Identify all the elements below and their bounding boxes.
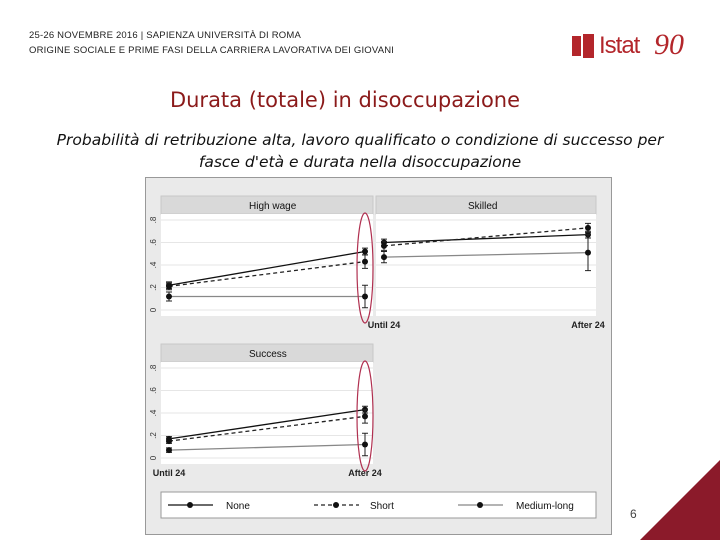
legend-box — [161, 492, 596, 518]
data-point — [362, 249, 368, 255]
y-tick-label: .2 — [149, 432, 158, 439]
y-tick-label: .4 — [149, 409, 158, 417]
y-tick-label: .2 — [149, 284, 158, 291]
data-point — [381, 254, 387, 260]
panel-high-wage — [149, 196, 373, 323]
panel-title: Skilled — [468, 201, 498, 212]
corner-triangle — [640, 460, 720, 540]
chart-canvas — [146, 178, 611, 534]
y-tick-label: .8 — [149, 216, 158, 224]
data-point — [362, 259, 368, 265]
logo-wordmark: Istat — [599, 32, 640, 59]
y-tick-label: .4 — [149, 261, 158, 269]
x-tick-label: Until 24 — [152, 468, 186, 478]
data-point — [381, 243, 387, 249]
panel-skilled — [368, 196, 605, 330]
y-tick-label: 0 — [149, 455, 158, 461]
legend-marker — [187, 502, 193, 508]
header-date-line: 25-26 NOVEMBRE 2016 | SAPIENZA UNIVERSITÀ DI ROMA — [29, 30, 302, 41]
data-point — [585, 225, 591, 231]
data-point — [166, 438, 172, 444]
panel-title: Success — [249, 349, 287, 360]
slide-subtitle-line1: Probabilità di retribuzione alta, lavoro qualificato o condizione di successo per — [56, 131, 664, 149]
chart-figure — [145, 177, 612, 535]
page-number: 6 — [630, 507, 637, 521]
y-tick-label: .8 — [149, 364, 158, 372]
logo-mark-right — [583, 34, 594, 58]
y-tick-label: .6 — [149, 387, 158, 394]
data-point — [166, 283, 172, 289]
data-point — [362, 442, 368, 448]
corner-decoration — [630, 460, 720, 540]
legend-marker — [477, 502, 483, 508]
logo-anniversary-number: 90 — [654, 28, 684, 61]
legend-label: Short — [370, 501, 394, 512]
istat-logo — [572, 28, 692, 68]
header-topic-line: ORIGINE SOCIALE E PRIME FASI DELLA CARRIERA LAVORATIVA DEI GIOVANI — [29, 45, 395, 56]
legend-label: None — [226, 501, 250, 512]
data-point — [166, 294, 172, 300]
data-point — [362, 294, 368, 300]
data-point — [585, 250, 591, 256]
x-tick-label: Until 24 — [367, 320, 401, 330]
x-tick-label: After 24 — [571, 320, 605, 330]
legend-marker — [333, 502, 339, 508]
panel-success — [149, 344, 382, 478]
slide-subtitle — [30, 129, 690, 173]
data-point — [166, 447, 172, 453]
slide-subtitle-line2: fasce d'età e durata nella disoccupazione — [198, 153, 522, 171]
y-tick-label: .6 — [149, 239, 158, 246]
panel-title: High wage — [249, 201, 297, 212]
y-tick-label: 0 — [149, 307, 158, 313]
logo-mark-left — [572, 36, 581, 56]
x-tick-label: After 24 — [348, 468, 382, 478]
data-point — [362, 413, 368, 419]
slide-title: Durata (totale) in disoccupazione — [169, 88, 521, 112]
legend-label: Medium-long — [516, 501, 574, 512]
